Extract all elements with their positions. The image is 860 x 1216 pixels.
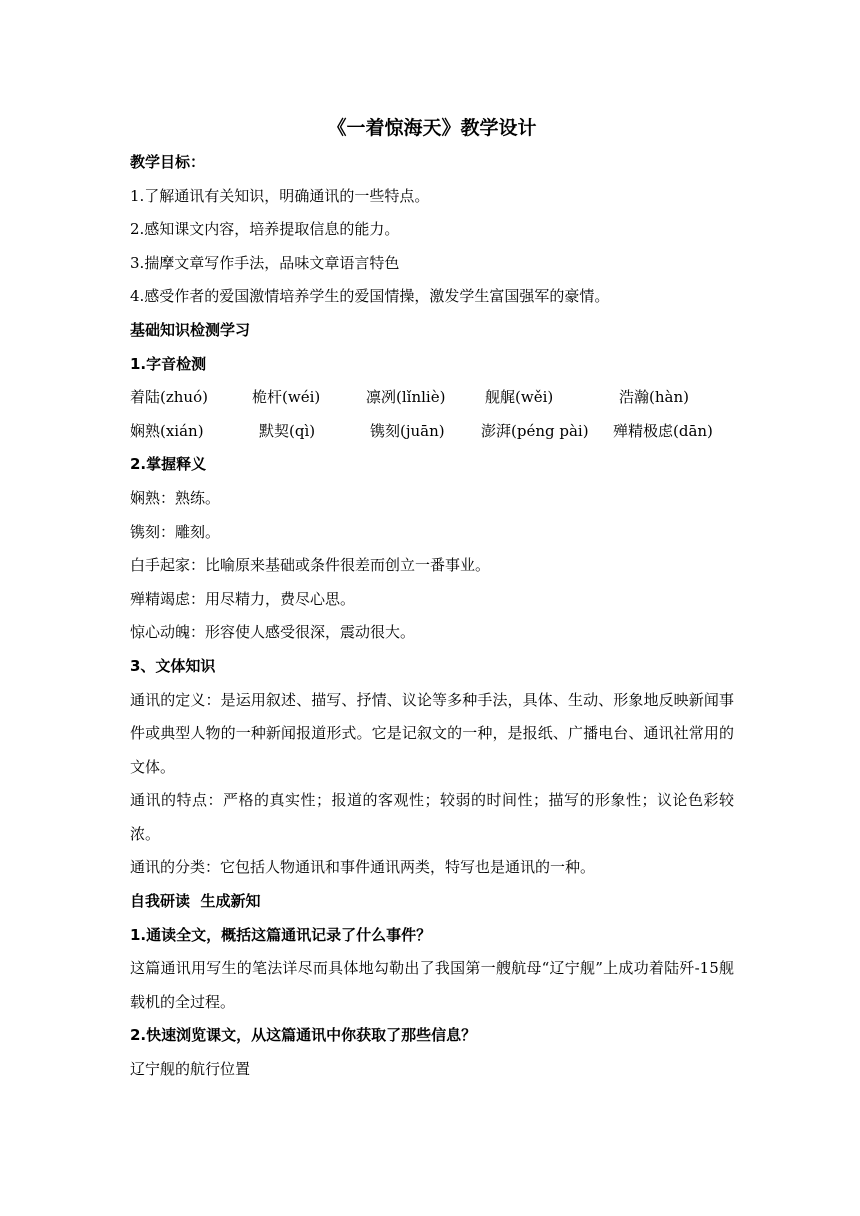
document-title: 《一着惊海天》教学设计 (327, 117, 537, 139)
genre-features: 通讯的特点：严格的真实性；报道的客观性；较弱的时间性；描写的形象性；议论色彩较浓。 (130, 791, 734, 843)
study-question: 1.通读全文，概括这篇通讯记录了什么事件？ (130, 925, 432, 944)
objective-item: 2.感知课文内容，培养提取信息的能力。 (130, 220, 400, 239)
study-answer: 这篇通讯用写生的笔法详尽而具体地勾勒出了我国第一艘航母“辽宁舰”上成功着陆歼-15舰载机的全过程。 (130, 959, 734, 1011)
pronunciation-word: 着陆(zhuó) (130, 388, 208, 407)
pronunciation-word: 桅杆(wéi) (252, 388, 321, 407)
pronunciation-word: 澎湃(péng pài) (481, 421, 589, 440)
basics-heading: 基础知识检测学习 (130, 320, 251, 339)
pronunciation-row (130, 415, 734, 449)
genre-definition: 通讯的定义：是运用叙述、描写、抒情、议论等多种手法，具体、生动、形象地反映新闻事件或典型人物的一种新闻报道形式。它是记叙文的一种，是报纸、广播电台、通讯社常用的文体。 (130, 690, 734, 776)
meanings-heading: 2.掌握释义 (130, 455, 207, 474)
study-answer: 辽宁舰的航行位置 (130, 1060, 251, 1079)
objective-item: 1.了解通讯有关知识，明确通讯的一些特点。 (130, 186, 430, 205)
study-question: 2.快速浏览课文，从这篇通讯中你获取了那些信息？ (130, 1026, 477, 1045)
pronunciation-row (130, 381, 734, 415)
pronunciation-heading: 1.字音检测 (130, 354, 207, 373)
meaning-item: 白手起家：比喻原来基础或条件很差而创立一番事业。 (130, 556, 491, 575)
objectives-heading: 教学目标： (130, 153, 206, 171)
pronunciation-word: 娴熟(xián) (130, 421, 204, 440)
objective-item: 4.感受作者的爱国激情培养学生的爱国情操，激发学生富国强军的豪情。 (130, 287, 610, 306)
meaning-item: 殚精竭虑：用尽精力，费尽心思。 (130, 589, 356, 608)
pronunciation-word: 默契(qì) (259, 421, 316, 440)
meaning-item: 惊心动魄：形容使人感受很深，震动很大。 (130, 623, 416, 642)
pronunciation-word: 殚精极虑(dān) (613, 421, 713, 440)
pronunciation-word: 浩瀚(hàn) (619, 388, 689, 407)
meaning-item: 镌刻：雕刻。 (130, 522, 221, 541)
study-heading: 自我研读 生成新知 (130, 892, 261, 911)
objective-item: 3.揣摩文章写作手法，品味文章语言特色 (130, 253, 400, 272)
meaning-item: 娴熟：熟练。 (130, 488, 221, 507)
pronunciation-word: 舰艉(wěi) (485, 388, 554, 407)
genre-heading: 3、文体知识 (130, 656, 216, 675)
document-page (130, 112, 734, 1087)
pronunciation-word: 凛冽(lǐnliè) (366, 388, 446, 407)
pronunciation-word: 镌刻(juān) (370, 421, 445, 440)
genre-categories: 通讯的分类：它包括人物通讯和事件通讯两类，特写也是通讯的一种。 (130, 858, 596, 877)
